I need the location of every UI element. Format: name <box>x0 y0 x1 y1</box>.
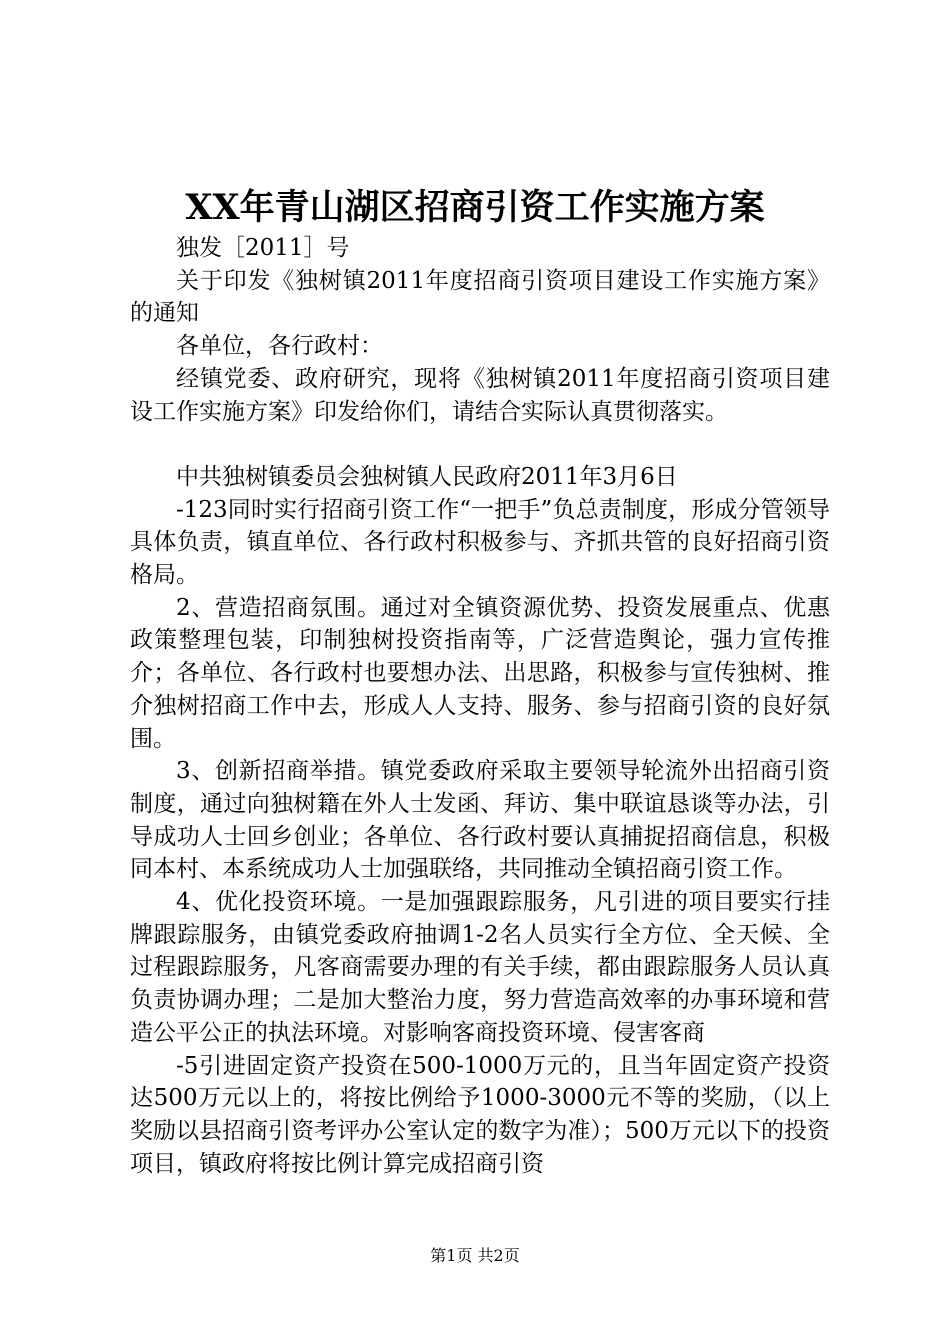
paragraph-environment: 4、优化投资环境。一是加强跟踪服务，凡引进的项目要实行挂牌跟踪服务，由镇党委政府抽调1-2名人员实行全方位、全天候、全过程跟踪服务，凡客商需要办理的有关手续，都由跟踪服务人员认真负责协调办理；二是加大整治力度，努力营造高效率的办事环境和营造公平公正的执法环境。对影响客商投资环境、侵害客商 <box>130 889 830 1046</box>
issuer-date: 中共独树镇委员会独树镇人民政府2011年3月6日 <box>176 463 678 490</box>
notice-heading: 关于印发《独树镇2011年度招商引资项目建设工作实施方案》的通知 <box>130 267 830 327</box>
paragraph-rewards: -5引进固定资产投资在500-1000万元的，且当年固定资产投资达500万元以上的，将按比例给予1000-3000元不等的奖励，（以上奖励以县招商引资考评办公室认定的数字为准）；500万元以下的投资项目，镇政府将按比例计算完成招商引资 <box>130 1052 830 1177</box>
document-body <box>130 232 830 1180</box>
addressee: 各单位，各行政村： <box>176 333 383 360</box>
paragraph-measures: 3、创新招商举措。镇党委政府采取主要领导轮流外出招商引资制度，通过向独树籍在外人士发函、拜访、集中联谊恳谈等办法，引导成功人士回乡创业；各单位、各行政村要认真捕捉招商信息，积极同本村、本系统成功人士加强联络，共同推动全镇招商引资工作。 <box>130 758 830 883</box>
page-footer: 第1页 共2页 <box>430 1246 520 1265</box>
document-title: XX年青山湖区招商引资工作实施方案 <box>185 187 765 228</box>
notice-body: 经镇党委、政府研究，现将《独树镇2011年度招商引资项目建设工作实施方案》印发给你们，请结合实际认真贯彻落实。 <box>130 365 830 425</box>
paragraph-atmosphere: 2、营造招商氛围。通过对全镇资源优势、投资发展重点、优惠政策整理包装，印制独树投资指南等，广泛营造舆论，强力宣传推介；各单位、各行政村也要想办法、出思路，积极参与宣传独树、推介独树招商工作中去，形成人人支持、服务、参与招商引资的良好氛围。 <box>130 594 830 752</box>
paragraph-responsibility: -123同时实行招商引资工作“一把手”负总责制度，形成分管领导具体负责，镇直单位、各行政村积极参与、齐抓共管的良好招商引资格局。 <box>130 496 830 589</box>
doc-number: 独发［2011］号 <box>176 235 350 261</box>
